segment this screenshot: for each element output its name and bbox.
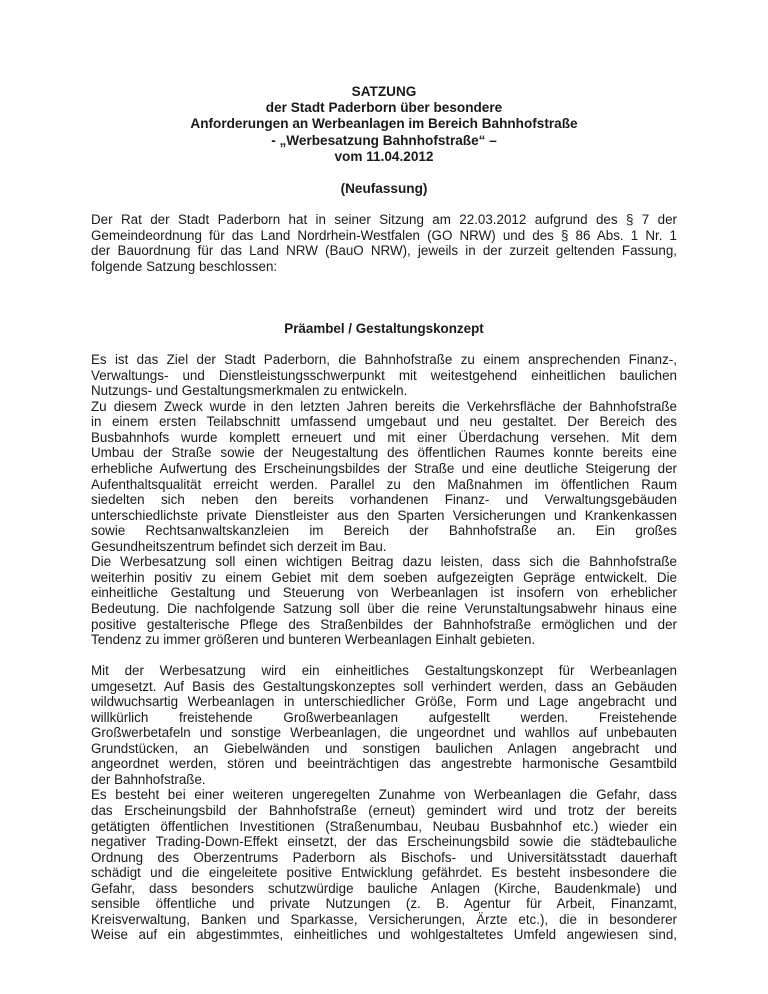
text-line: das Erscheinungsbild der Bahnhofstraße (erneut) gemindert wird und trotz der bereits <box>91 803 677 819</box>
text-line: positive gestalterische Pflege des Straßenbildes der Bahnhofstraße ermöglichen und der <box>91 616 677 632</box>
text-line: der Bahnhofstraße. <box>91 771 206 787</box>
text-line: angeordnet werden, stören und beeinträchtigen das angestrebte harmonische Gesamtbild <box>91 756 677 772</box>
title-line: vom 11.04.2012 <box>334 148 434 164</box>
text-line: Grundstücken, an Giebelwänden und sonstigen baulichen Anlagen angebracht und <box>91 740 677 756</box>
text-line: schädigt und die eingeleitete positive Entwicklung gefährdet. Es besteht insbesondere die <box>91 865 677 881</box>
text-line: Bedeutung. Die nachfolgende Satzung soll über die reine Verunstaltungsabwehr hinaus eine <box>91 600 677 616</box>
text-line: getätigten öffentlichen Investitionen (Straßenumbau, Neubau Busbahnhof etc.) wieder ein <box>91 818 677 834</box>
text-line: Gesundheitszentrum befindet sich derzeit im Bau. <box>91 538 387 554</box>
text-line: sowie Rechtsanwaltskanzleien im Bereich der Bahnhofstraße an. Ein großes <box>91 523 677 539</box>
text-line: Der Rat der Stadt Paderborn hat in seiner Sitzung am 22.03.2012 aufgrund des § 7 der <box>91 212 677 228</box>
text-line: Es besteht bei einer weiteren ungeregelten Zunahme von Werbeanlagen die Gefahr, dass <box>91 787 677 803</box>
text-line: Tendenz zu immer größeren und bunteren Werbeanlagen Einhalt gebieten. <box>91 632 536 648</box>
text-line: Weise auf ein abgestimmtes, einheitliches und wohlgestaltetes Umfeld angewiesen sind, <box>91 927 677 943</box>
text-line: in einem ersten Teilabschnitt umfassend umgebaut und neu gestaltet. Der Bereich des <box>91 414 677 430</box>
text-line: der Bauordnung für das Land NRW (BauO NRW), jeweils in der zurzeit geltenden Fassung, <box>91 243 677 259</box>
text-line: Es ist das Ziel der Stadt Paderborn, die Bahnhofstraße zu einem ansprechenden Finanz-, <box>91 352 677 368</box>
text-line: siedelten sich neben den bereits vorhandenen Finanz- und Verwaltungsgebäuden <box>91 492 677 508</box>
text-line: unterschiedlichste private Dienstleister aus den Sparten Versicherungen und Krankenkassen <box>91 507 677 523</box>
title-line: Anforderungen an Werbeanlagen im Bereich Bahnhofstraße <box>190 116 578 132</box>
text-line: Ordnung des Oberzentrums Paderborn als Bischofs- und Universitätsstadt dauerhaft <box>91 849 677 865</box>
text-line: willkürlich freistehende Großwerbeanlagen aufgestellt werden. Freistehende <box>91 709 677 725</box>
text-line: erhebliche Aufwertung des Erscheinungsbildes der Straße und eine deutliche Steigerung der <box>91 461 677 477</box>
document-page <box>91 84 677 943</box>
text-line: Die Werbesatzung soll einen wichtigen Beitrag dazu leisten, dass sich die Bahnhofstraße <box>91 554 677 570</box>
title-line: - „Werbesatzung Bahnhofstraße“ – <box>271 132 497 148</box>
text-line: Mit der Werbesatzung wird ein einheitliches Gestaltungskonzept für Werbeanlagen <box>91 663 677 679</box>
preamble-paragraph-2 <box>91 663 677 943</box>
text-line: Gemeindeordnung für das Land Nordrhein-Westfalen (GO NRW) und des § 86 Abs. 1 Nr. 1 <box>91 227 677 243</box>
text-line: sensible öffentliche und private Nutzungen (z. B. Agentur für Arbeit, Finanzamt, <box>91 896 677 912</box>
text-line: wildwuchsartig Werbeanlagen in unterschiedlicher Größe, Form und Lage angebracht und <box>91 694 677 710</box>
section-heading: Präambel / Gestaltungskonzept <box>284 321 484 337</box>
text-line: Zu diesem Zweck wurde in den letzten Jahren bereits die Verkehrsfläche der Bahnhofstraße <box>91 398 677 414</box>
text-line: einheitliche Gestaltung und Steuerung von Werbeanlagen ist insofern von erheblicher <box>91 585 677 601</box>
intro-paragraph <box>91 212 677 274</box>
text-line: Umbau der Straße sowie der Neugestaltung des öffentlichen Raumes konnte bereits eine <box>91 445 677 461</box>
title-line: SATZUNG <box>351 84 417 99</box>
document-title <box>71 84 697 165</box>
text-line: Busbahnhofs wurde komplett erneuert und mit einer Überdachung versehen. Mit dem <box>91 429 677 445</box>
text-line: folgende Satzung beschlossen: <box>91 258 278 274</box>
text-line: Großwerbetafeln und sonstige Werbeanlagen, die ungeordnet und wahllos auf unbebauten <box>91 725 677 741</box>
text-line: umgesetzt. Auf Basis des Gestaltungskonzeptes soll verhindert werden, dass an Gebäuden <box>91 678 677 694</box>
text-line: Verwaltungs- und Dienstleistungsschwerpunkt mit weitestgehend einheitlichen baulichen <box>91 367 677 383</box>
document-subtitle: (Neufassung) <box>340 181 428 197</box>
text-line: Aufenthaltsqualität erreicht werden. Parallel zu den Maßnahmen im öffentlichen Raum <box>91 476 677 492</box>
text-line: weiterhin positiv zu einem Gebiet mit dem soeben aufgezeigten Gepräge entwickelt. Die <box>91 569 677 585</box>
text-line: Gefahr, dass besonders schutzwürdige bauliche Anlagen (Kirche, Baudenkmale) und <box>91 880 677 896</box>
preamble-paragraph-1 <box>91 352 677 647</box>
title-line: der Stadt Paderborn über besondere <box>265 100 503 116</box>
text-line: Kreisverwaltung, Banken und Sparkasse, Versicherungen, Ärzte etc.), die in besonderer <box>91 911 677 927</box>
text-line: negativer Trading-Down-Effekt einsetzt, der das Erscheinungsbild sowie die städtebauliche <box>91 834 677 850</box>
text-line: Nutzungs- und Gestaltungsmerkmalen zu entwickeln. <box>91 383 408 399</box>
